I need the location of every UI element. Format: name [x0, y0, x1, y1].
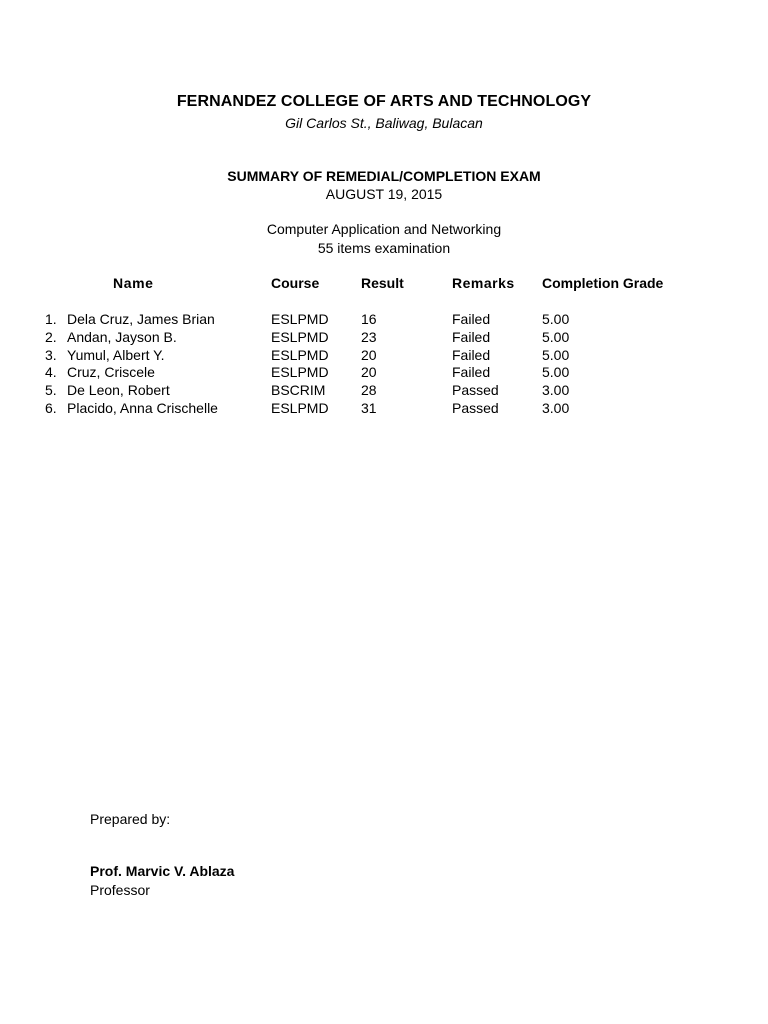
student-course: ESLPMD	[271, 346, 329, 363]
exam-title: SUMMARY OF REMEDIAL/COMPLETION EXAM	[227, 168, 541, 184]
student-name: Cruz, Criscele	[67, 364, 155, 381]
student-course: ESLPMD	[271, 311, 329, 327]
column-header-grade: Completion Grade	[542, 275, 664, 291]
student-result: 23	[361, 328, 377, 345]
student-grade: 5.00	[542, 311, 570, 327]
student-grade: 5.00	[542, 346, 570, 363]
school-address: Gil Carlos St., Baliwag, Bulacan	[285, 115, 483, 131]
student-grade: 3.00	[542, 399, 570, 416]
table-row	[0, 311, 768, 329]
student-grade: 3.00	[542, 382, 570, 399]
column-header-name: Name	[113, 275, 154, 291]
row-number: 3.	[45, 346, 57, 363]
student-course: ESLPMD	[271, 328, 329, 345]
student-name: Andan, Jayson B.	[67, 328, 177, 345]
signer-name: Prof. Marvic V. Ablaza	[90, 863, 235, 879]
student-remarks: Passed	[452, 382, 499, 399]
signer-title: Professor	[90, 882, 150, 898]
student-name: Yumul, Albert Y.	[67, 346, 165, 363]
table-row	[0, 400, 768, 418]
row-number: 5.	[45, 382, 57, 399]
student-name: De Leon, Robert	[67, 382, 170, 399]
student-name: Placido, Anna Crischelle	[67, 399, 218, 416]
row-number: 1.	[45, 311, 57, 327]
student-grade: 5.00	[542, 364, 570, 381]
student-result: 16	[361, 311, 377, 327]
student-result: 28	[361, 382, 377, 399]
table-header	[0, 275, 768, 293]
exam-date: AUGUST 19, 2015	[325, 186, 443, 202]
table-body	[0, 311, 768, 418]
table-row	[0, 382, 768, 400]
student-remarks: Failed	[452, 364, 491, 381]
school-name: FERNANDEZ COLLEGE OF ARTS AND TECHNOLOGY	[176, 93, 592, 110]
student-result: 20	[361, 364, 377, 381]
column-header-result: Result	[361, 275, 404, 291]
column-header-remarks: Remarks	[452, 275, 515, 291]
student-result: 20	[361, 346, 377, 363]
student-remarks: Failed	[452, 346, 491, 363]
student-remarks: Passed	[452, 399, 499, 416]
table-row	[0, 347, 768, 365]
row-number: 6.	[45, 399, 57, 416]
table-row	[0, 329, 768, 347]
table-row	[0, 364, 768, 382]
student-remarks: Failed	[452, 311, 491, 327]
student-course: ESLPMD	[271, 399, 329, 416]
student-course: BSCRIM	[271, 382, 326, 399]
row-number: 4.	[45, 364, 57, 381]
items-line: 55 items examination	[317, 240, 451, 256]
prepared-by-label: Prepared by:	[90, 811, 171, 827]
row-number: 2.	[45, 328, 57, 345]
student-course: ESLPMD	[271, 364, 329, 381]
subject-line: Computer Application and Networking	[266, 221, 502, 237]
student-remarks: Failed	[452, 328, 491, 345]
column-header-course: Course	[271, 275, 320, 291]
student-name: Dela Cruz, James Brian	[67, 311, 215, 327]
student-result: 31	[361, 399, 377, 416]
student-grade: 5.00	[542, 328, 570, 345]
